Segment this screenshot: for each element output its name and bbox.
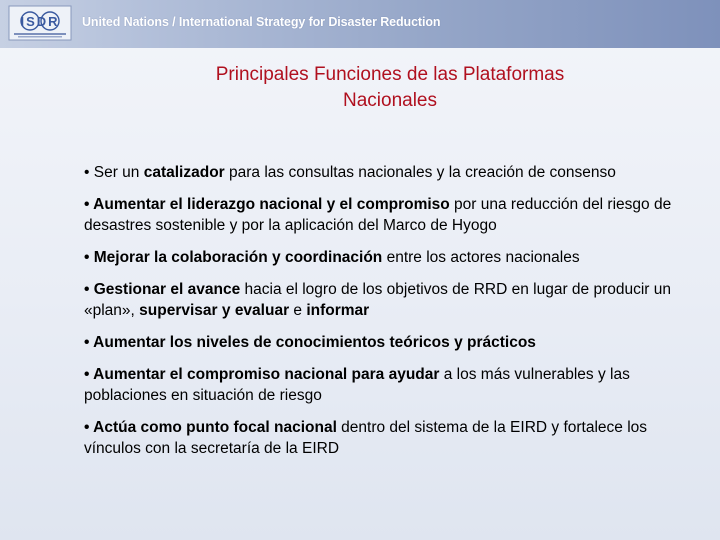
bullet-item: [84, 332, 696, 353]
bullet-list: [84, 162, 696, 470]
slide-title: [100, 62, 680, 114]
isdr-logo: [8, 5, 72, 41]
bullet-item: [84, 417, 696, 459]
org-title: United Nations / International Strategy for Disaster Reduction: [82, 15, 441, 29]
svg-text:ISDR: ISDR: [20, 14, 60, 29]
bullet-text: dentro del sistema de la EIRD y fortalece los vínculos con la secretaría de la EIRD: [84, 419, 648, 457]
bullet-bold-text: • Aumentar el compromiso nacional para ayudar: [84, 366, 440, 383]
bullet-bold-text: • Aumentar los niveles de conocimientos teóricos y prácticos: [84, 334, 536, 351]
bullet-text: para las consultas nacionales y la creación de consenso: [224, 164, 616, 181]
bullet-text: entre los actores nacionales: [382, 249, 580, 266]
bullet-bold-text: • Mejorar la colaboración y coordinación: [84, 249, 383, 266]
bullet-text: • Ser un: [84, 164, 144, 181]
bullet-bold-text: • Gestionar el avance: [84, 281, 241, 298]
bullet-text: e: [289, 302, 307, 319]
bullet-item: [84, 162, 696, 183]
bullet-text: a los más vulnerables y las poblaciones en situación de riesgo: [84, 366, 630, 404]
bullet-bold-text: catalizador: [143, 164, 225, 181]
bullet-text: hacia el logro de los objetivos de RRD en lugar de producir un «plan»,: [84, 281, 672, 319]
bullet-item: [84, 194, 696, 236]
bullet-text: por una reducción del riesgo de desastres sostenible y por la aplicación del Marco de Hyogo: [84, 196, 672, 234]
bullet-item: [84, 279, 696, 321]
bullet-bold-text: supervisar y evaluar: [139, 302, 290, 319]
bullet-bold-text: • Aumentar el liderazgo nacional y el compromiso: [84, 196, 450, 213]
bullet-item: [84, 247, 696, 268]
slide-title-line-1: Principales Funciones de las Plataformas: [215, 64, 565, 85]
slide-title-line-2: Nacionales: [343, 90, 437, 111]
bullet-bold-text: • Actúa como punto focal nacional: [84, 419, 337, 436]
bullet-bold-text: informar: [306, 302, 370, 319]
header-bar: [0, 0, 720, 48]
bullet-item: [84, 364, 696, 406]
